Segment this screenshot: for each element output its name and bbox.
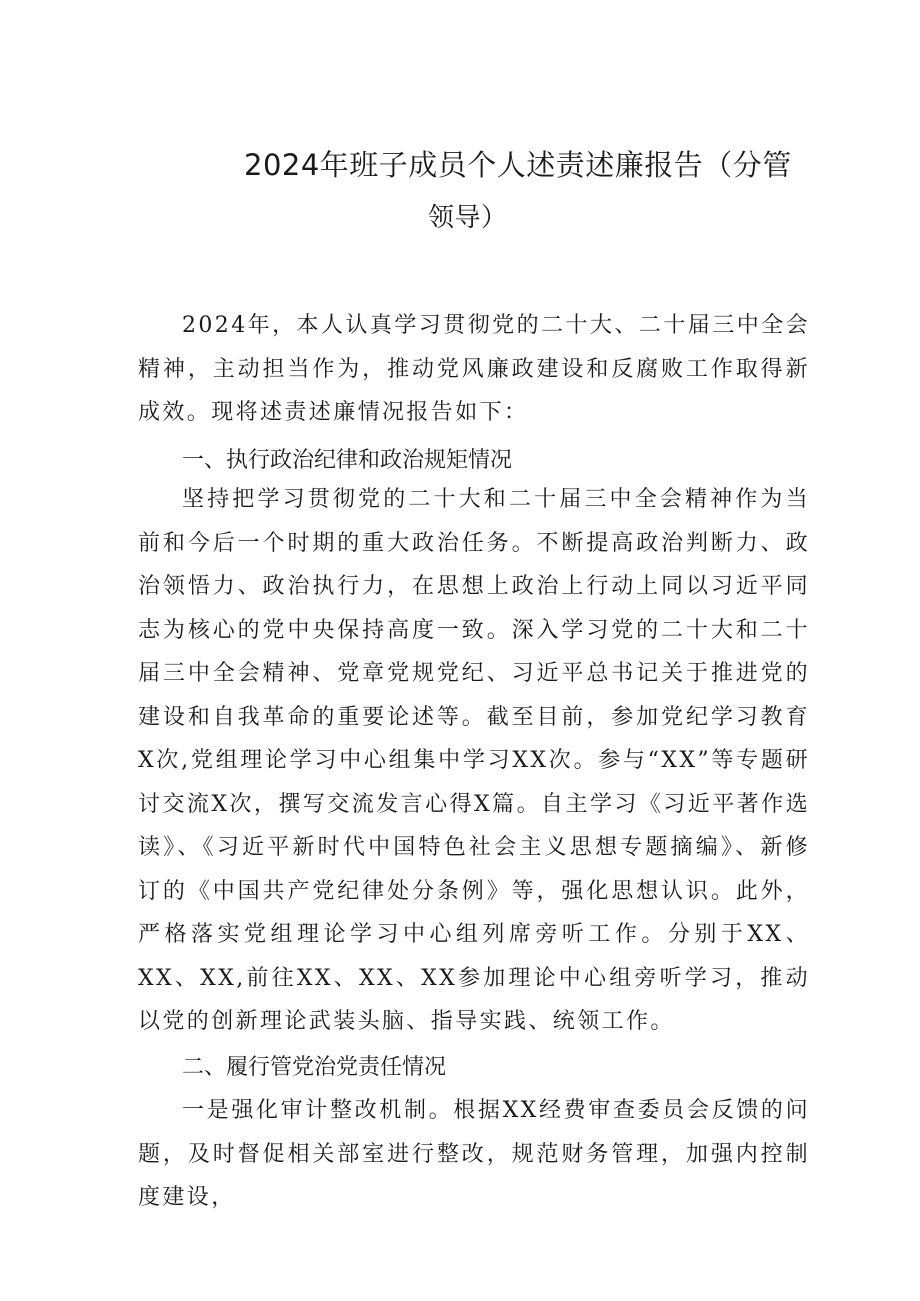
intro-paragraph: 2024年，本人认真学习贯彻党的二十大、二十届三中全会精神，主动担当作为，推动党风廉政建设和反腐败工作取得新成效。现将述责述廉情况报告如下： bbox=[138, 313, 810, 425]
section-2-heading: 二、履行管党治党责任情况 bbox=[182, 1055, 447, 1080]
section-1-heading: 一、执行政治纪律和政治规矩情况 bbox=[182, 448, 513, 473]
section-2-paragraph: 一是强化审计整改机制。根据XX经费审查委员会反馈的问题，及时督促相关部室进行整改，规范财务管理，加强内控制度建设， bbox=[138, 1098, 810, 1210]
section-1-paragraph: 坚持把学习贯彻党的二十大和二十届三中全会精神作为当前和今后一个时期的重大政治任务。不断提高政治判断力、政治领悟力、政治执行力，在思想上政治上行动上同以习近平同志为核心的党中央保持高度一致。深入学习党的二十大和二十届三中全会精神、党章党规党纪、习近平总书记关于推进党的建设和自我革命的重要论述等。截至目前，参加党纪学习教育X次,党组理论学习中心组集中学习XX次。参与“XX”等专题研讨交流X次，撰写交流发言心得X篇。自主学习《习近平著作选读》、《习近平新时代中国特色社会主义思想专题摘编》、新修订的《中国共产党纪律处分条例》等，强化思想认识。此外，严格落实党组理论学习中心组列席旁听工作。分别于XX、XX、XX,前往XX、XX、XX参加理论中心组旁听学习，推动以党的创新理论武装头脑、指导实践、统领工作。 bbox=[138, 487, 810, 1034]
document-title-line-1: 2024年班子成员个人述责述廉报告（分管 bbox=[244, 148, 792, 182]
document-title-line-2: 领导） bbox=[428, 203, 508, 233]
